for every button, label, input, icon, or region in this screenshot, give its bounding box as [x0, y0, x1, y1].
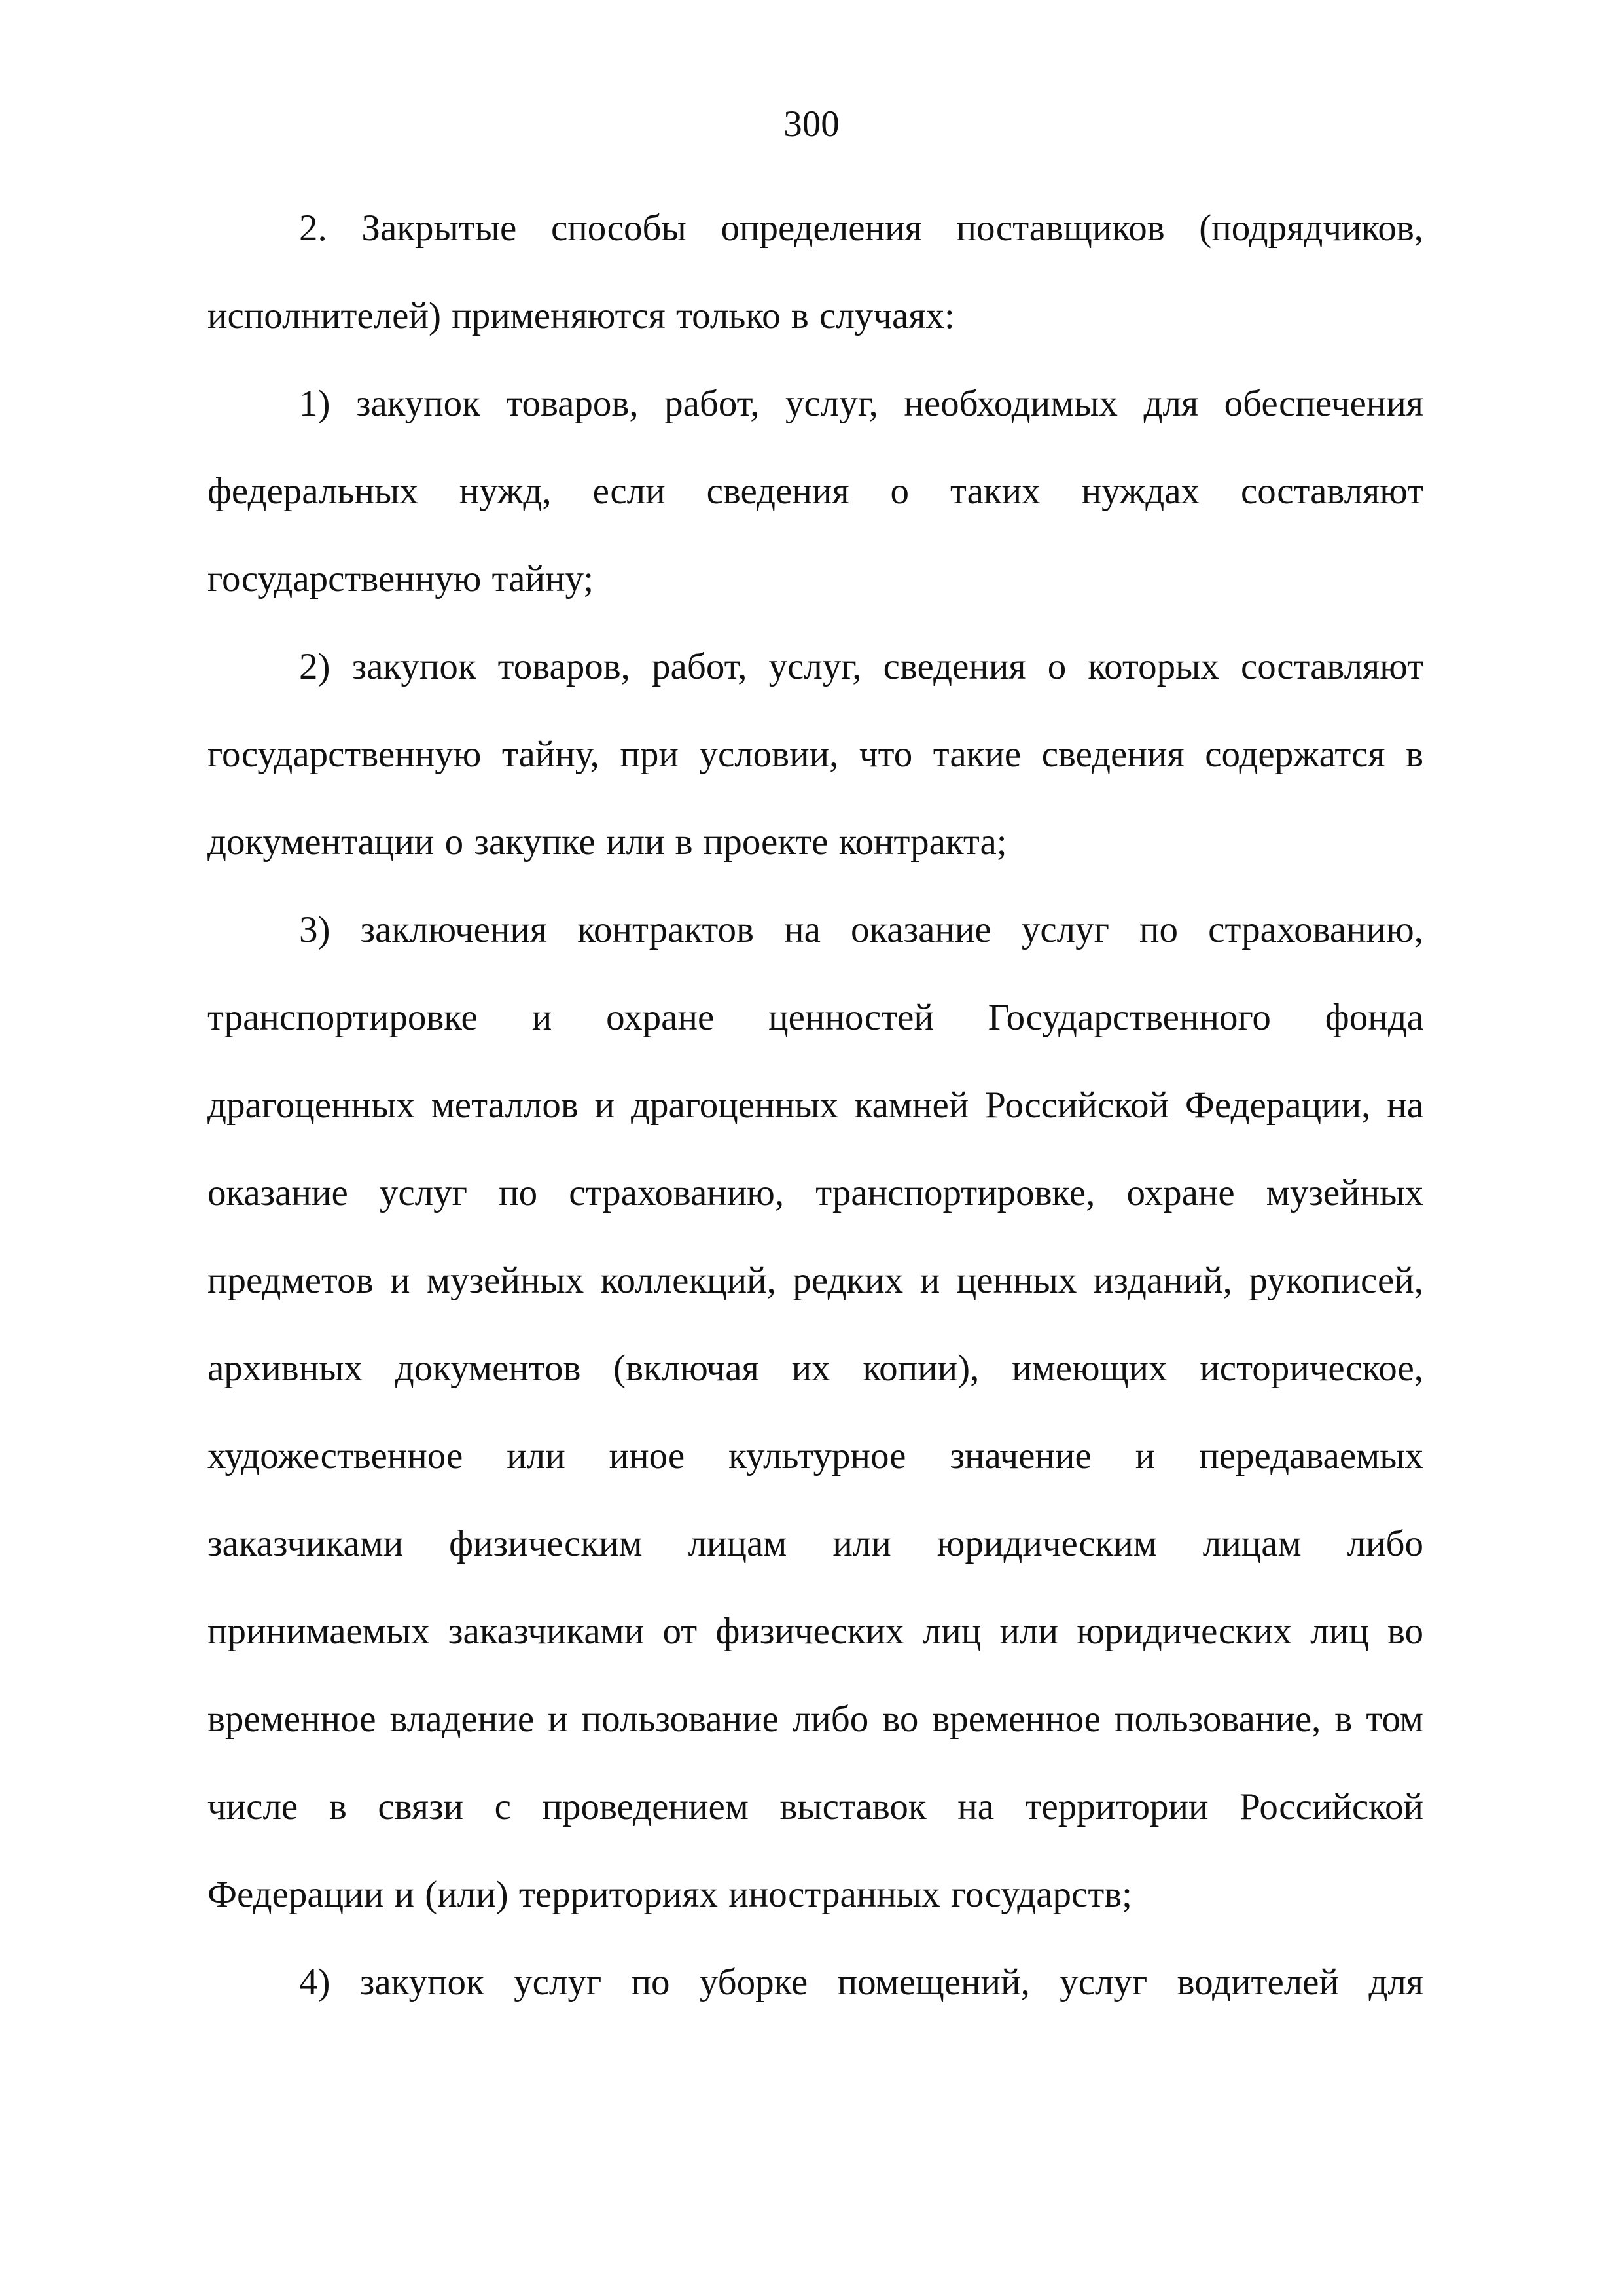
list-item-text: закупок услуг по уборке помещений, услуг водителей для: [330, 1962, 1423, 2003]
paragraph-2: [207, 185, 1423, 360]
list-item-number: 1): [299, 383, 330, 424]
list-item-number: 2): [299, 646, 330, 687]
paragraph-text: Закрытые способы определения поставщиков (подрядчиков, исполнителей) применяются только в случаях:: [207, 207, 1423, 336]
paragraph-number: 2.: [299, 207, 327, 249]
list-item-text: закупок товаров, работ, услуг, сведения о которых составляют государственную тайну, при условии, что такие сведения содержатся в документации о закупке или в проекте контракта;: [207, 646, 1423, 863]
document-body: [207, 185, 1423, 2026]
list-item-text: закупок товаров, работ, услуг, необходимых для обеспечения федеральных нужд, если сведения о таких нуждах составляют государственную тайну;: [207, 383, 1423, 600]
list-item-3: [207, 886, 1423, 1939]
list-item-text: заключения контрактов на оказание услуг по страхованию, транспортировке и охране ценностей Государственного фонда драгоценных металлов и драгоценных камней Российской Федерации, на оказание услуг по страхованию, транспортировке, охране музейных предметов и музейных коллекций, редких и ценных изданий, рукописей, архивных документов (включая их копии), имеющих историческое, художественное или иное культурное значение и передаваемых заказчиками физическим лицам или юридическим лицам либо принимаемых заказчиками от физических лиц или юридических лиц во временное владение и пользование либо во временное пользование, в том числе в связи с проведением выставок на территории Российской Федерации и (или) территориях иностранных государств;: [207, 909, 1423, 1915]
list-item-4: [207, 1939, 1423, 2026]
list-item-number: 3): [299, 909, 330, 950]
list-item-2: [207, 623, 1423, 886]
list-item-1: [207, 360, 1423, 623]
page-number: 300: [783, 103, 840, 145]
list-item-number: 4): [299, 1962, 330, 2003]
